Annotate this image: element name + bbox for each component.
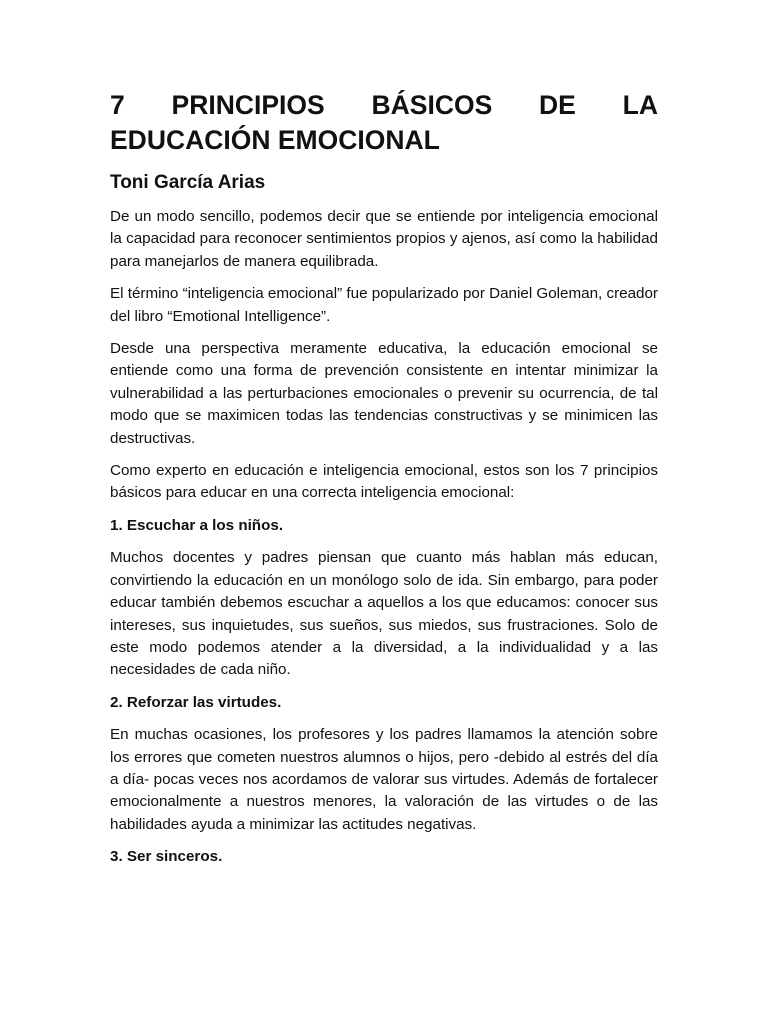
section-heading: 3. Ser sinceros. [110,848,223,866]
section-paragraph: Muchos docentes y padres piensan que cuanto más hablan más educan, convirtiendo la educación en un monólogo solo de ida. Sin embargo, para poder educar también debemos escuchar a aquellos a los que educamos: conocer sus intereses, sus inquietudes, sus sueños, sus miedos, sus frustraciones. Solo de este modo podemos atender a la diversidad, a la individualidad y a las necesidades de cada niño. [110,549,658,679]
intro-paragraph: El término “inteligencia emocional” fue popularizado por Daniel Goleman, creador del libro “Emotional Intelligence”. [110,285,658,325]
section-heading: 2. Reforzar las virtudes. [110,693,282,711]
intro-paragraph: Desde una perspectiva meramente educativa, la educación emocional se entiende como una forma de prevención consistente en intentar minimizar la vulnerabilidad a las perturbaciones emocionales o prevenir su ocurrencia, de tal modo que se maximicen todas las tendencias constructivas y se minimicen las destructivas. [110,340,658,447]
document-body [110,206,658,869]
section-heading: 1. Escuchar a los niños. [110,516,284,534]
intro-paragraph: De un modo sencillo, podemos decir que se entiende por inteligencia emocional la capacidad para reconocer sentimientos propios y ajenos, así como la habilidad para manejarlos de manera equilibrada. [110,208,658,270]
section-paragraph: En muchas ocasiones, los profesores y los padres llamamos la atención sobre los errores que cometen nuestros alumnos o hijos, pero -debido al estrés del día a día- pocas veces nos acordamos de valorar sus virtudes. Además de fortalecer emocionalmente a nuestros menores, la valoración de las virtudes o de las habilidades ayuda a minimizar las actitudes negativas. [110,726,658,833]
document-title: 7 PRINCIPIOS BÁSICOS DE LA EDUCACIÓN EMOCIONAL [110,90,658,155]
document-page [110,0,658,879]
intro-paragraph: Como experto en educación e inteligencia emocional, estos son los 7 principios básicos para educar en una correcta inteligencia emocional: [110,462,658,502]
document-author: Toni García Arias [110,172,266,193]
